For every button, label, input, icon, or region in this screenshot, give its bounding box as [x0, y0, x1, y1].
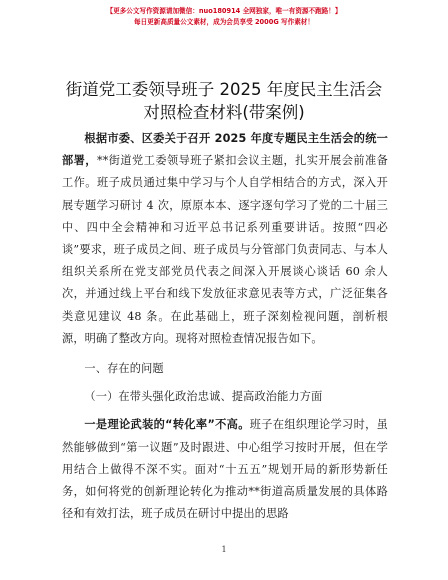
- document-body: [62, 128, 388, 525]
- banner-line-2: 每日更新高质量公文素材，成为会员享受 2000G 写作素材！: [133, 18, 314, 26]
- document-title: 街道党工委领导班子 2025 年度民主生活会对照检查材料(带案例): [65, 80, 383, 122]
- subsection-heading: （一）在带头强化政治忠诚、提高政治能力方面: [84, 390, 323, 404]
- point-lead: 一是理论武装的“转化率”不高。: [84, 418, 250, 432]
- promo-banner: [0, 6, 448, 28]
- intro-paragraph: [62, 128, 388, 350]
- intro-text: **街道党工委领导班子紧扣会议主题，扎实开展会前准备工作。班子成员通过集中学习与个人自学相结合的方式，深入开展专题学习研讨 4 次，原原本本、逐字逐句学习了党的二十届三中、四中全会精神和习近平总书记系列重要讲话。按照“四必谈”要求，班子成员之间、班子成员与分管部门负责同志、与本人组织关系所在党支部党员代表之间深入开展谈心谈话 60 余人次，并通过线上平台和线下发放征求意见表等方式，广泛征集各类意见建议 48 条。在此基础上，班子深刻检视问题，剖析根源，明确了整改方向。现将对照检查情况报告如下。: [62, 154, 389, 345]
- intro-lead: 根据市委、区委关于召开 2025 年度专题民主生活会的统一部署，: [62, 132, 388, 168]
- section-heading: 一、存在的问题: [84, 362, 164, 376]
- point-text: 班子在组织理论学习时，虽然能够做到“第一议题”及时跟进、中心组学习按时开展，但在学用结合上做得不深不实。面对“十五五”规划开局的新形势新任务，如何将党的创新理论转化为推动**街道高质量发展的具体路径和有效打法，班子成员在研讨中提出的思路: [62, 418, 388, 521]
- banner-line-1: 【更多公文写作资源请加微信：nuo180914 全网独家，唯一有资源不跑路！】: [106, 7, 342, 15]
- point-paragraph: [62, 414, 388, 525]
- page-number: 1: [221, 545, 227, 554]
